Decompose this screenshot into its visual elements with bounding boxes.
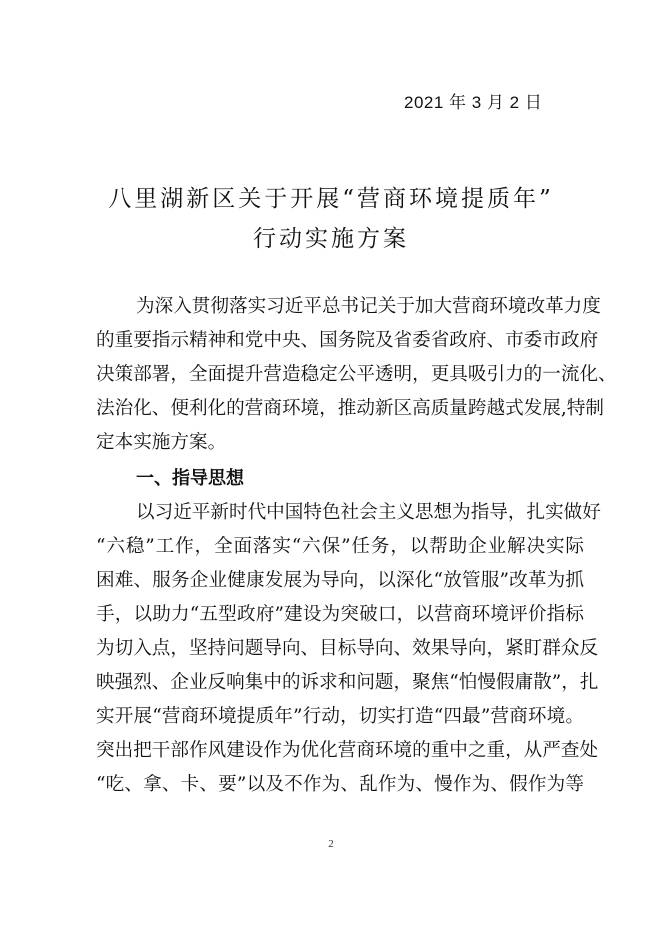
page-number: 2 [328, 838, 334, 850]
document-date: 2021 年 3 月 2 日 [404, 93, 543, 112]
paragraph-line: 实开展“营商环境提质年”行动，切实打造“四最”营商环境。 [96, 706, 584, 727]
paragraph-line: 为切入点，坚持问题导向、目标导向、效果导向，紧盯群众反 [96, 638, 599, 659]
paragraph-line: 突出把干部作风建设作为优化营商环境的重中之重，从严查处 [96, 740, 599, 761]
paragraph-line: “六稳”工作，全面落实“六保”任务，以帮助企业解决实际 [96, 536, 584, 557]
document-title-line-1: 八里湖新区关于开展“营商环境提质年” [108, 186, 554, 212]
section1-paragraph [96, 496, 601, 802]
paragraph-line: 以习近平新时代中国特色社会主义思想为指导，扎实做好 [136, 502, 601, 523]
paragraph-line: “吃、拿、卡、要”以及不作为、乱作为、慢作为、假作为等 [96, 774, 584, 795]
paragraph-line: 的重要指示精神和党中央、国务院及省委省政府、市委市政府 [96, 330, 599, 351]
paragraph-line: 法治化、便利化的营商环境，推动新区高质量跨越式发展,特制 [96, 398, 604, 419]
paragraph-line: 决策部署，全面提升营造稳定公平透明，更具吸引力的一流化、 [96, 364, 617, 385]
paragraph-line: 映强烈、企业反响集中的诉求和问题，聚焦“怕慢假庸散”，扎 [96, 672, 599, 693]
paragraph-line: 定本实施方案。 [96, 432, 227, 453]
section-heading-guiding-ideology: 一、指导思想 [136, 468, 244, 489]
paragraph-line: 手，以助力“五型政府”建设为突破口，以营商环境评价指标 [96, 604, 584, 625]
paragraph-line: 困难、服务企业健康发展为导向，以深化“放管服”改革为抓 [96, 570, 584, 591]
paragraph-line: 为深入贯彻落实习近平总书记关于加大营商环境改革力度 [136, 296, 601, 317]
document-title-line-2: 行动实施方案 [253, 226, 409, 252]
intro-paragraph [96, 290, 617, 460]
